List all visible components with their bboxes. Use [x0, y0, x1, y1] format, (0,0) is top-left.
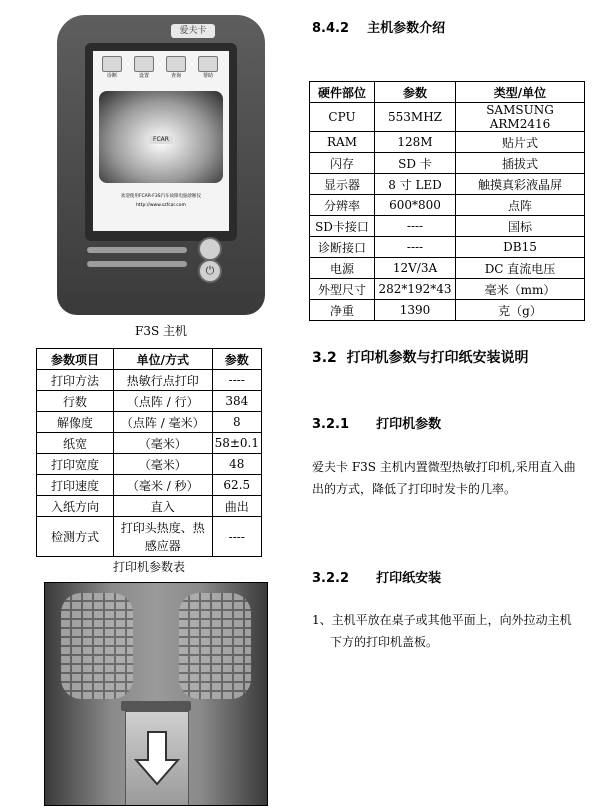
table-row [310, 195, 585, 216]
printer-photo [44, 582, 268, 806]
table-cell: ---- [212, 370, 261, 391]
printer-parameter-table [36, 348, 262, 557]
column-header: 参数项目 [37, 349, 114, 370]
table-cell: 62.5 [212, 475, 261, 496]
table-cell: 48 [212, 454, 261, 475]
section-heading-3-2 [312, 347, 529, 367]
section-heading-3-2-1 [312, 413, 441, 432]
install-step-1 [312, 609, 602, 653]
table-cell: SAMSUNG ARM2416 [456, 103, 585, 132]
column-header: 类型/单位 [456, 82, 585, 103]
section-number: 3.2 [312, 350, 337, 366]
table-cell: 毫米（mm） [456, 279, 585, 300]
section-title: 打印机参数 [376, 417, 442, 432]
website-url: http://www.szfcar.com [136, 203, 186, 208]
table-cell: 插拔式 [456, 153, 585, 174]
table-cell: 电源 [310, 258, 375, 279]
diagnose-app-icon[interactable] [102, 56, 122, 72]
table-cell: 显示器 [310, 174, 375, 195]
paragraph-line: 出的方式，降低了打印时发卡的几率。 [312, 482, 517, 496]
settings-app-icon[interactable] [134, 56, 154, 72]
table-cell: 诊断接口 [310, 237, 375, 258]
section-title: 打印纸安装 [376, 571, 442, 586]
paragraph-line: 下方的打印机盖板。 [330, 635, 439, 649]
device-caption: F3S 主机 [135, 324, 187, 338]
power-button[interactable] [198, 259, 222, 283]
table-cell: （毫米 / 秒） [113, 475, 212, 496]
arrow-down-icon [126, 712, 188, 806]
table-cell: 触摸真彩液晶屏 [456, 174, 585, 195]
table-cell [113, 517, 212, 557]
table-row [37, 454, 262, 475]
table-cell: 8 [212, 412, 261, 433]
table-cell: 行数 [37, 391, 114, 412]
table-cell: 553MHZ [375, 103, 456, 132]
table-row [37, 433, 262, 454]
table-row [310, 300, 585, 321]
table-cell: 国标 [456, 216, 585, 237]
app-label: 诊断 [106, 73, 117, 79]
column-header: 参数 [375, 82, 456, 103]
table-row [37, 370, 262, 391]
printer-cover-slot [121, 701, 191, 711]
table-row [310, 237, 585, 258]
table-row [310, 103, 585, 132]
table-cell: 128M [375, 132, 456, 153]
table-cell: 入纸方向 [37, 496, 114, 517]
table-cell: 克（g） [456, 300, 585, 321]
table-cell: 8 寸 LED [375, 174, 456, 195]
grip-pattern [179, 593, 251, 699]
menu-button[interactable] [198, 237, 222, 261]
table-cell: 曲出 [212, 496, 261, 517]
column-header: 单位/方式 [113, 349, 212, 370]
table-row [37, 517, 262, 557]
device-screen [93, 51, 229, 231]
app-icon-bar [97, 56, 225, 82]
table-cell: （毫米） [113, 454, 212, 475]
table-cell: （点阵 / 毫米） [113, 412, 212, 433]
table-cell: 贴片式 [456, 132, 585, 153]
table-row [37, 496, 262, 517]
table-cell: （毫米） [113, 433, 212, 454]
paragraph-line: 爱夫卡 F3S 主机内置微型热敏打印机,采用直入曲 [312, 460, 576, 474]
method-line: 感应器 [144, 538, 181, 553]
table-cell: ---- [375, 237, 456, 258]
paragraph-line: 1、主机平放在桌子或其他平面上，向外拉动主机 [312, 613, 572, 627]
table-cell: 外型尺寸 [310, 279, 375, 300]
help-app-icon[interactable] [198, 56, 218, 72]
welcome-text: 欢迎使用FCAR-F3S汽车故障电脑诊断仪 [120, 194, 202, 199]
table-cell: 1390 [375, 300, 456, 321]
table-row [310, 153, 585, 174]
table-cell: 600*800 [375, 195, 456, 216]
app-label: 查询 [170, 73, 181, 79]
host-parameter-table [309, 81, 585, 321]
table-row [310, 279, 585, 300]
section-number: 3.2.2 [312, 571, 350, 586]
table-cell: 净重 [310, 300, 375, 321]
table-cell: DC 直流电压 [456, 258, 585, 279]
table-cell: 分辨率 [310, 195, 375, 216]
table-cell: CPU [310, 103, 375, 132]
table-cell: 闪存 [310, 153, 375, 174]
table-row [310, 216, 585, 237]
table-row [37, 391, 262, 412]
column-header: 硬件部位 [310, 82, 375, 103]
app-label: 设置 [138, 73, 149, 79]
section-heading-3-2-2 [312, 567, 441, 586]
car-image [99, 91, 223, 183]
table-cell: 打印方法 [37, 370, 114, 391]
car-badge: FCAR [149, 136, 173, 144]
table-row [310, 258, 585, 279]
table-cell: RAM [310, 132, 375, 153]
table-row [37, 475, 262, 496]
printer-slot [87, 247, 187, 253]
table-cell: ---- [375, 216, 456, 237]
table-row [310, 174, 585, 195]
table-cell: 解像度 [37, 412, 114, 433]
power-icon: ⏻ [205, 264, 215, 277]
section-title: 打印机参数与打印纸安装说明 [346, 350, 529, 366]
method-line: 打印头热度、热 [120, 520, 205, 535]
app-label: 帮助 [202, 73, 213, 79]
table-cell: 点阵 [456, 195, 585, 216]
table-cell: 12V/3A [375, 258, 456, 279]
section-title: 主机参数介绍 [367, 21, 446, 36]
printer-cover-tab[interactable] [125, 711, 189, 806]
printer-slot [87, 261, 187, 267]
table-cell: 282*192*43 [375, 279, 456, 300]
section-heading-8-4-2 [312, 17, 445, 36]
table-row [310, 132, 585, 153]
table-cell: 直入 [113, 496, 212, 517]
query-app-icon[interactable] [166, 56, 186, 72]
table-cell: ---- [212, 517, 261, 557]
section-number: 8.4.2 [312, 21, 350, 36]
table-cell: SD卡接口 [310, 216, 375, 237]
paragraph-printer-intro [312, 456, 597, 500]
table-cell: 打印速度 [37, 475, 114, 496]
table-cell: （点阵 / 行） [113, 391, 212, 412]
column-header: 参数 [212, 349, 261, 370]
grip-pattern [61, 593, 133, 699]
table-cell: 打印宽度 [37, 454, 114, 475]
table-cell: 热敏行点打印 [113, 370, 212, 391]
table-row [37, 412, 262, 433]
printer-table-caption: 打印机参数表 [112, 560, 185, 574]
table-cell: SD 卡 [375, 153, 456, 174]
table-cell: DB15 [456, 237, 585, 258]
table-cell: 384 [212, 391, 261, 412]
section-number: 3.2.1 [312, 417, 350, 432]
device-illustration [57, 15, 265, 315]
device-brand-badge: 爱夫卡 [171, 24, 215, 38]
device-bezel [85, 43, 237, 241]
table-cell: 纸宽 [37, 433, 114, 454]
table-cell: 58±0.1 [212, 433, 261, 454]
table-cell: 检测方式 [37, 517, 114, 557]
